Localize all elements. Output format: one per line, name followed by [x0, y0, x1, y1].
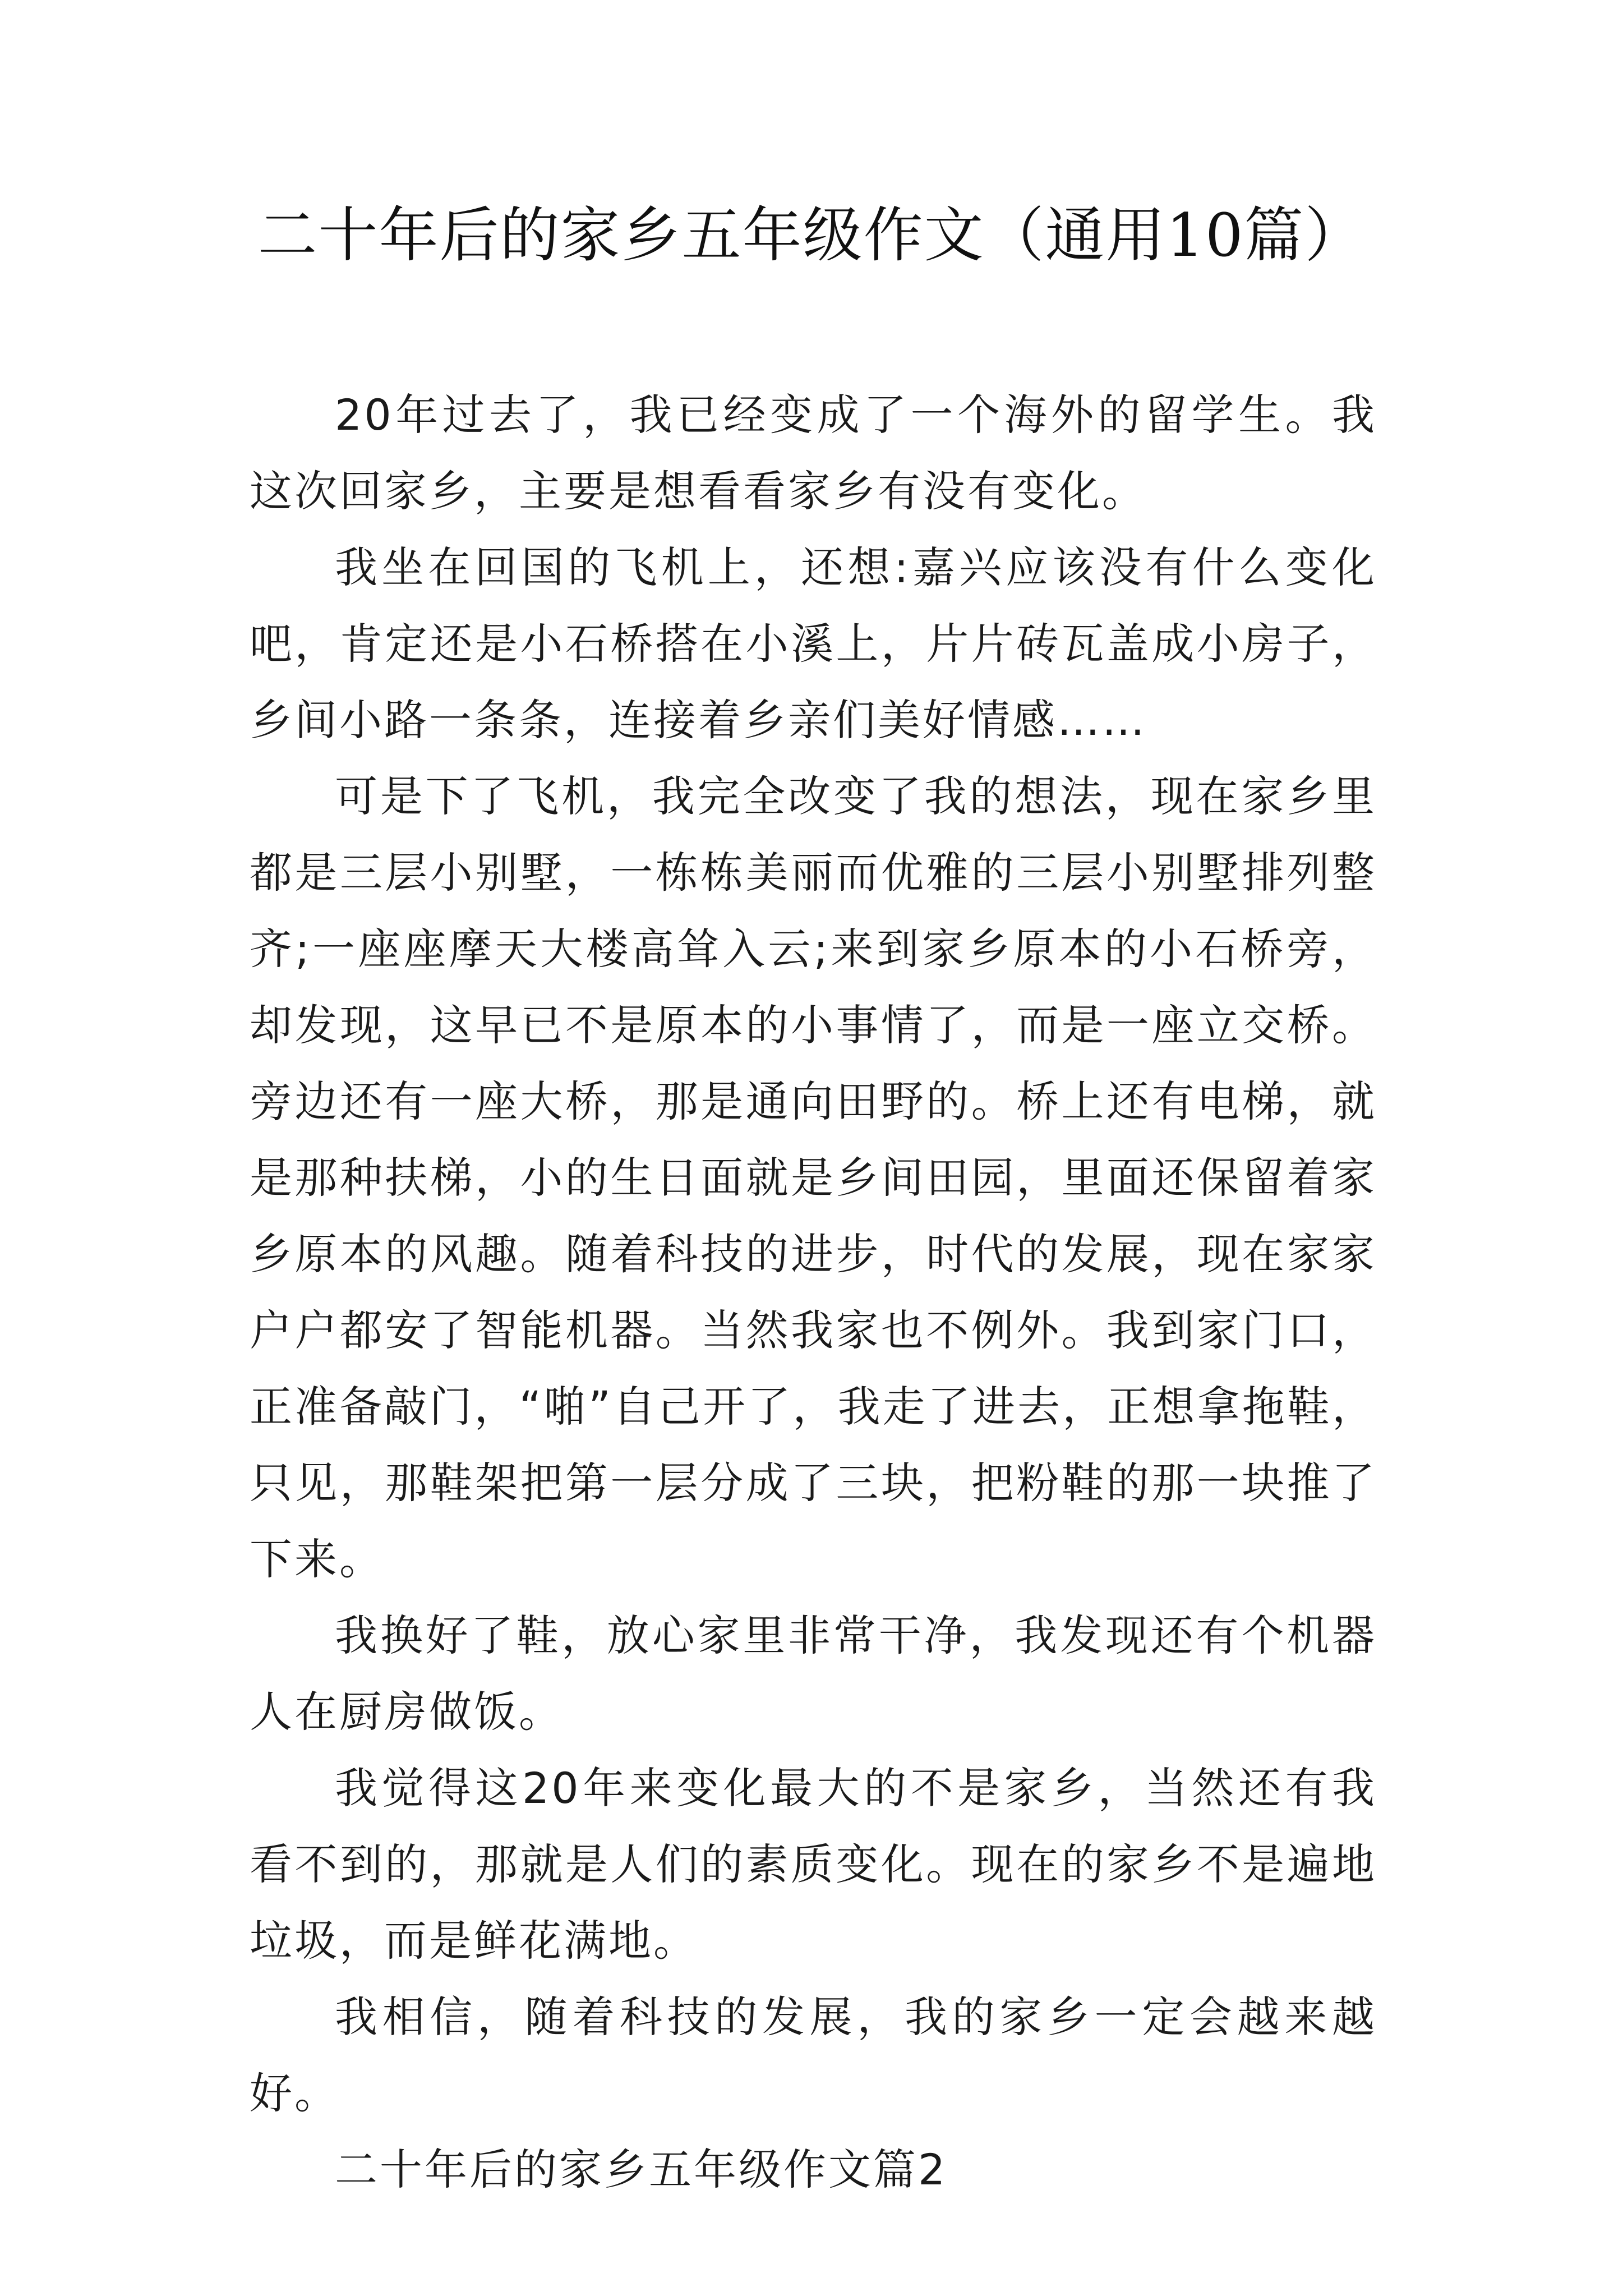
document-title: 二十年后的家乡五年级作文（通用10篇） [257, 201, 1366, 270]
paragraph: 我相信，随着科技的发展，我的家乡一定会越来越好。 [250, 1992, 1377, 2118]
paragraph: 我换好了鞋，放心家里非常干净，我发现还有个机器人在厨房做饭。 [250, 1611, 1377, 1737]
paragraph: 我坐在回国的飞机上，还想:嘉兴应该没有什么变化吧，肯定还是小石桥搭在小溪上，片片砖瓦盖成小房子，乡间小路一条条，连接着乡亲们美好情感…… [250, 542, 1377, 745]
paragraph: 20年过去了，我已经变成了一个海外的留学生。我这次回家乡，主要是想看看家乡有没有变化。 [250, 390, 1377, 516]
paragraph: 我觉得这20年来变化最大的不是家乡，当然还有我看不到的，那就是人们的素质变化。现在的家乡不是遍地垃圾，而是鲜花满地。 [250, 1763, 1377, 1966]
document-body [250, 377, 1377, 2208]
section-heading: 二十年后的家乡五年级作文篇2 [335, 2145, 948, 2194]
paragraph: 可是下了飞机，我完全改变了我的想法，现在家乡里都是三层小别墅，一栋栋美丽而优雅的三层小别墅排列整齐;一座座摩天大楼高耸入云;来到家乡原本的小石桥旁，却发现，这早已不是原本的小事情了，而是一座立交桥。旁边还有一座大桥，那是通向田野的。桥上还有电梯，就是那种扶梯，小的生日面就是乡间田园，里面还保留着家乡原本的风趣。随着科技的进步，时代的发展，现在家家户户都安了智能机器。当然我家也不例外。我到家门口，正准备敲门，“啪”自己开了，我走了进去，正想拿拖鞋，只见，那鞋架把第一层分成了三块，把粉鞋的那一块推了下来。 [250, 771, 1377, 1584]
